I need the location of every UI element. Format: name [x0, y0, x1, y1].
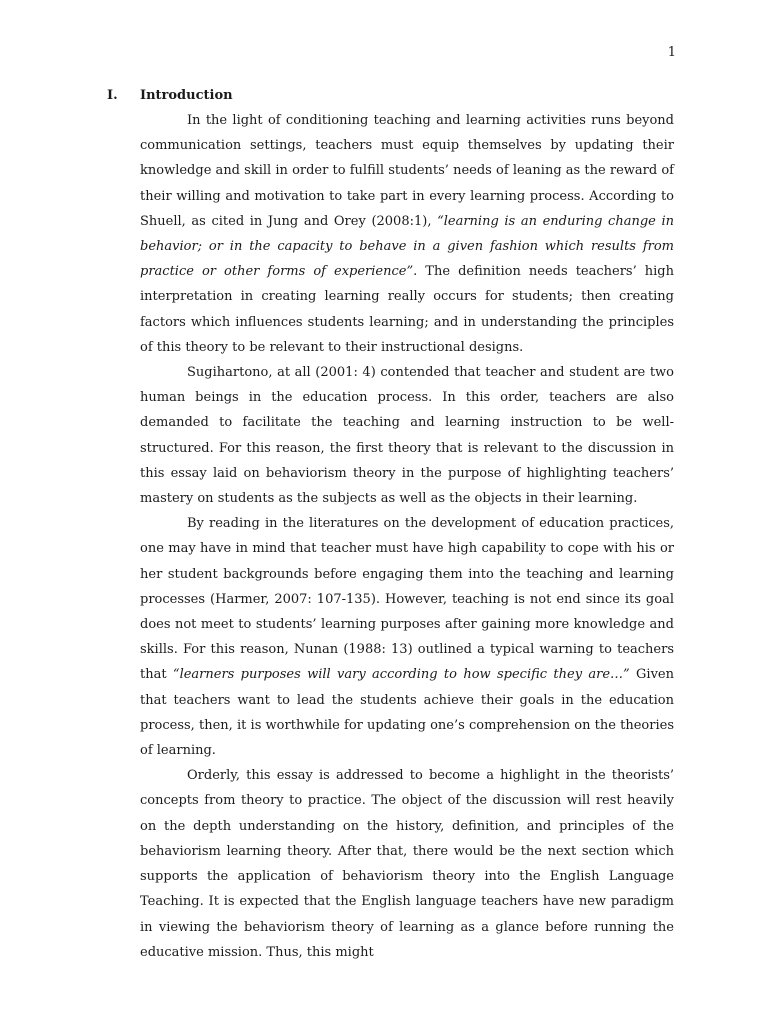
paragraph-3: [140, 511, 674, 763]
page-number: 1: [667, 45, 676, 60]
paragraph-2-text: Sugihartono, at all (2001: 4) contended that teacher and student are two human beings in the education process. In this order, teachers are also demanded to facilitate the teaching and learning instruction to be well- structured. For this reason, the first theory that is relevant to the discussion in this essay laid on behaviorism theory in the purpose of highlighting teachers’ mastery on students as the subjects as well as the objects in their learning.: [140, 365, 674, 507]
paragraph-4-text: Orderly, this essay is addressed to become a highlight in the theorists’ concepts from theory to practice. The object of the discussion will rest heavily on the depth understanding on the history, definition, and principles of the behaviorism learning theory. After that, there would be the next section which supports the application of behaviorism theory into the English Language Teaching. It is expected that the English language teachers have new paradigm in viewing the behaviorism theory of learning as a glance before running the educative mission. Thus, this might: [140, 768, 674, 960]
paragraph-1-text-after: . The definition needs teachers’ high interpretation in creating learning really occurs for students; then creating factors which influences students learning; and in understanding the principles of this theory to be relevant to their instructional designs.: [140, 264, 675, 355]
paragraph-1-text: In the light of conditioning teaching and learning activities runs beyond communication settings, teachers must equip themselves by updating their knowledge and skill in order to fulfill students’ needs of leaning as the reward of their willing and motivation to take part in every learning process. According to Shuell, as cited in Jung and Orey (2008:1),: [140, 113, 674, 229]
paragraph-1: [140, 108, 674, 360]
section-number: I.: [107, 88, 118, 103]
section-title: Introduction: [140, 88, 233, 103]
paragraph-3-text: By reading in the literatures on the development of education practices, one may have in mind that teacher must have high capability to cope with his or her student backgrounds before engaging them into the teaching and learning processes (Harmer, 2007: 107-135). However, teaching is not end since its goal does not meet to students’ learning purposes after gaining more knowledge and skills. For this reason, Nunan (1988: 13) outlined a typical warning to teachers that: [140, 516, 674, 683]
paragraph-4: [140, 763, 674, 965]
paragraph-3-text-after: Given that teachers want to lead the students achieve their goals in the education process, then, it is worthwhile for updating one’s comprehension on the theories of learning.: [140, 667, 674, 759]
paragraph-1-quote: “learning is an enduring change in behavior; or in the capacity to behave in a given fashion which results from practice or other forms of experience”: [140, 213, 674, 280]
paragraph-2: [140, 360, 674, 511]
body-text: [140, 108, 674, 965]
paragraph-3-quote: “learners purposes will vary according to how specific they are…”: [172, 667, 630, 683]
